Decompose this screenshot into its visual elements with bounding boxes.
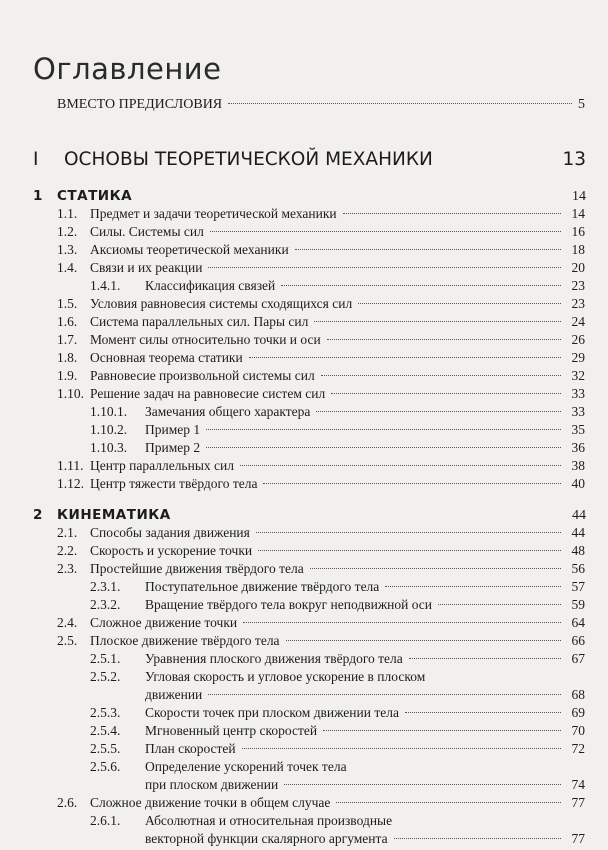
- toc-subentry[interactable]: [90, 813, 585, 831]
- dot-leader: [210, 231, 561, 232]
- toc-chapter-heading[interactable]: [33, 507, 586, 527]
- toc-subentry[interactable]: [90, 705, 585, 723]
- entry-title: Замечания общего характера: [145, 404, 311, 419]
- toc-entry[interactable]: [57, 350, 585, 368]
- part-page: 13: [562, 149, 586, 170]
- chapter-number: 2: [33, 507, 43, 523]
- entry-number: 1.7.: [57, 332, 78, 347]
- entry-title-continued: векторной функции скалярного аргумента: [145, 831, 388, 846]
- entry-page: 77: [571, 831, 585, 846]
- entry-title: Классификация связей: [145, 278, 276, 293]
- entry-number: 2.6.1.: [90, 813, 121, 828]
- entry-page: 18: [571, 242, 585, 257]
- toc-entry[interactable]: [57, 332, 585, 350]
- toc-entry[interactable]: [57, 458, 585, 476]
- chapter-page: 14: [572, 189, 586, 204]
- entry-title: Поступательное движение твёрдого тела: [145, 579, 380, 594]
- toc-entry[interactable]: [57, 386, 585, 404]
- dot-leader: [385, 586, 561, 587]
- entry-page: 24: [571, 314, 585, 329]
- dot-leader: [295, 249, 561, 250]
- toc-entry[interactable]: [57, 206, 585, 224]
- entry-title: Мгновенный центр скоростей: [145, 723, 318, 738]
- dot-leader: [358, 303, 561, 304]
- entry-title: Решение задач на равновесие систем сил: [90, 386, 326, 401]
- toc-subentry[interactable]: [90, 579, 585, 597]
- entry-page: 20: [571, 260, 585, 275]
- toc-subentry-continuation[interactable]: [90, 687, 585, 705]
- entry-page: 70: [571, 723, 585, 738]
- entry-number: 2.2.: [57, 543, 78, 558]
- chapter-title: СТАТИКА: [57, 188, 133, 204]
- entry-page: 56: [571, 561, 585, 576]
- dot-leader: [263, 483, 561, 484]
- entry-page: 66: [571, 633, 585, 648]
- toc-entry[interactable]: [57, 368, 585, 386]
- entry-title: Вращение твёрдого тела вокруг неподвижной оси: [145, 597, 433, 612]
- entry-title: Абсолютная и относительная производные: [145, 813, 393, 828]
- toc-subentry-continuation[interactable]: [90, 831, 585, 849]
- dot-leader: [256, 532, 561, 533]
- dot-leader: [394, 838, 561, 839]
- entry-page: 36: [571, 440, 585, 455]
- entry-number: 2.6.: [57, 795, 78, 810]
- entry-page: 77: [571, 795, 585, 810]
- entry-number: 1.3.: [57, 242, 78, 257]
- dot-leader: [281, 285, 561, 286]
- dot-leader: [286, 640, 561, 641]
- dot-leader: [242, 748, 561, 749]
- entry-title: Плоское движение твёрдого тела: [90, 633, 280, 648]
- entry-number: 2.1.: [57, 525, 78, 540]
- part-title: ОСНОВЫ ТЕОРЕТИЧЕСКОЙ МЕХАНИКИ: [64, 149, 433, 170]
- entry-page: 57: [571, 579, 585, 594]
- entry-number: 1.2.: [57, 224, 78, 239]
- entry-number: 1.10.3.: [90, 440, 128, 455]
- entry-page: 35: [571, 422, 585, 437]
- toc-subentry[interactable]: [90, 651, 585, 669]
- entry-page: 26: [571, 332, 585, 347]
- chapter-page: 44: [572, 508, 586, 523]
- entry-title: Сложное движение точки в общем случае: [90, 795, 331, 810]
- toc-subentry[interactable]: [90, 723, 585, 741]
- toc-entry-preface[interactable]: [57, 97, 585, 117]
- entry-page: 44: [571, 525, 585, 540]
- entry-page: 59: [571, 597, 585, 612]
- entry-page: 23: [571, 278, 585, 293]
- entry-title: Скорость и ускорение точки: [90, 543, 253, 558]
- toc-subentry[interactable]: [90, 669, 585, 687]
- entry-number: 1.10.2.: [90, 422, 128, 437]
- entry-number: 1.1.: [57, 206, 78, 221]
- entry-number: 2.5.5.: [90, 741, 121, 756]
- entry-number: 2.3.1.: [90, 579, 121, 594]
- page-title: Оглавление: [33, 52, 222, 86]
- entry-page: 14: [571, 206, 585, 221]
- toc-subentry[interactable]: [90, 741, 585, 759]
- entry-number: 1.4.: [57, 260, 78, 275]
- chapter-number: 1: [33, 188, 43, 204]
- dot-leader: [208, 694, 561, 695]
- entry-page: 32: [571, 368, 585, 383]
- entry-number: 2.5.6.: [90, 759, 121, 774]
- entry-title: Сложное движение точки: [90, 615, 238, 630]
- toc-entry[interactable]: [57, 296, 585, 314]
- entry-number: 1.12.: [57, 476, 84, 491]
- dot-leader: [284, 784, 561, 785]
- toc-part-heading[interactable]: [33, 149, 586, 175]
- entry-number: 1.4.1.: [90, 278, 121, 293]
- part-number: I: [33, 149, 39, 170]
- entry-number: 2.5.: [57, 633, 78, 648]
- entry-title-continued: движении: [145, 687, 203, 702]
- entry-page: 68: [571, 687, 585, 702]
- toc-entry[interactable]: [57, 561, 585, 579]
- entry-number: 1.11.: [57, 458, 84, 473]
- dot-leader: [258, 550, 561, 551]
- entry-number: 2.5.3.: [90, 705, 121, 720]
- dot-leader: [323, 730, 561, 731]
- dot-leader: [438, 604, 561, 605]
- entry-title: Способы задания движения: [90, 525, 250, 540]
- dot-leader: [336, 802, 561, 803]
- entry-page: 16: [571, 224, 585, 239]
- toc-entry[interactable]: [57, 314, 585, 332]
- entry-number: 2.3.: [57, 561, 78, 576]
- toc-chapter-heading[interactable]: [33, 188, 586, 208]
- toc-entry[interactable]: [57, 224, 585, 242]
- entry-title: Пример 2: [145, 440, 201, 455]
- toc-entry[interactable]: [57, 476, 585, 494]
- entry-number: 1.5.: [57, 296, 78, 311]
- toc-entry[interactable]: [57, 543, 585, 561]
- entry-title: Центр параллельных сил: [90, 458, 234, 473]
- dot-leader: [206, 447, 561, 448]
- toc-subentry-continuation[interactable]: [90, 777, 585, 795]
- entry-title: Определение ускорений точек тела: [145, 759, 347, 774]
- entry-page: 23: [571, 296, 585, 311]
- toc-subentry[interactable]: [90, 597, 585, 615]
- entry-title: Простейшие движения твёрдого тела: [90, 561, 304, 576]
- entry-number: 2.5.2.: [90, 669, 121, 684]
- dot-leader: [409, 658, 561, 659]
- dot-leader: [343, 213, 561, 214]
- entry-title: Момент силы относительно точки и оси: [90, 332, 321, 347]
- toc-entry[interactable]: [57, 633, 585, 651]
- dot-leader: [228, 103, 572, 104]
- toc-entry[interactable]: [57, 242, 585, 260]
- entry-page: 38: [571, 458, 585, 473]
- entry-number: 2.4.: [57, 615, 78, 630]
- entry-page: 48: [571, 543, 585, 558]
- toc-subentry[interactable]: [90, 278, 585, 296]
- entry-title: Центр тяжести твёрдого тела: [90, 476, 258, 491]
- entry-title: ВМЕСТО ПРЕДИСЛОВИЯ: [57, 97, 223, 112]
- entry-page: 74: [571, 777, 585, 792]
- dot-leader: [240, 465, 561, 466]
- entry-title: Основная теорема статики: [90, 350, 243, 365]
- entry-title: Связи и их реакции: [90, 260, 203, 275]
- entry-number: 1.6.: [57, 314, 78, 329]
- entry-title-continued: при плоском движении: [145, 777, 279, 792]
- dot-leader: [327, 339, 561, 340]
- dot-leader: [405, 712, 561, 713]
- entry-title: Силы. Системы сил: [90, 224, 204, 239]
- entry-page: 64: [571, 615, 585, 630]
- entry-title: Угловая скорость и угловое ускорение в плоском: [145, 669, 426, 684]
- chapter-title: КИНЕМАТИКА: [57, 507, 171, 523]
- toc-subentry[interactable]: [90, 404, 585, 422]
- entry-title: Предмет и задачи теоретической механики: [90, 206, 337, 221]
- toc-entry[interactable]: [57, 615, 585, 633]
- toc-subentry[interactable]: [90, 422, 585, 440]
- entry-title: Аксиомы теоретической механики: [90, 242, 289, 257]
- dot-leader: [206, 429, 561, 430]
- toc-entry[interactable]: [57, 525, 585, 543]
- dot-leader: [331, 393, 561, 394]
- dot-leader: [249, 357, 561, 358]
- entry-number: 1.10.1.: [90, 404, 128, 419]
- entry-page: 67: [571, 651, 585, 666]
- entry-title: Система параллельных сил. Пары сил: [90, 314, 309, 329]
- entry-number: 1.10.: [57, 386, 84, 401]
- entry-title: Условия равновесия системы сходящихся сил: [90, 296, 353, 311]
- entry-number: 2.5.4.: [90, 723, 121, 738]
- entry-title: План скоростей: [145, 741, 236, 756]
- dot-leader: [316, 411, 561, 412]
- entry-title: Пример 1: [145, 422, 201, 437]
- dot-leader: [243, 622, 561, 623]
- entry-page: 40: [571, 476, 585, 491]
- toc-subentry[interactable]: [90, 759, 585, 777]
- toc-entry[interactable]: [57, 795, 585, 813]
- entry-title: Скорости точек при плоском движении тела: [145, 705, 399, 720]
- entry-number: 1.9.: [57, 368, 78, 383]
- entry-number: 2.5.1.: [90, 651, 121, 666]
- entry-number: 2.3.2.: [90, 597, 121, 612]
- dot-leader: [321, 375, 561, 376]
- dot-leader: [314, 321, 561, 322]
- entry-page: 5: [578, 97, 585, 112]
- entry-title: Уравнения плоского движения твёрдого тела: [145, 651, 403, 666]
- entry-page: 33: [571, 386, 585, 401]
- entry-page: 33: [571, 404, 585, 419]
- entry-number: 1.8.: [57, 350, 78, 365]
- toc-subentry[interactable]: [90, 440, 585, 458]
- toc-entry[interactable]: [57, 260, 585, 278]
- entry-page: 29: [571, 350, 585, 365]
- dot-leader: [208, 267, 561, 268]
- entry-page: 69: [571, 705, 585, 720]
- entry-page: 72: [571, 741, 585, 756]
- entry-title: Равновесие произвольной системы сил: [90, 368, 315, 383]
- dot-leader: [310, 568, 561, 569]
